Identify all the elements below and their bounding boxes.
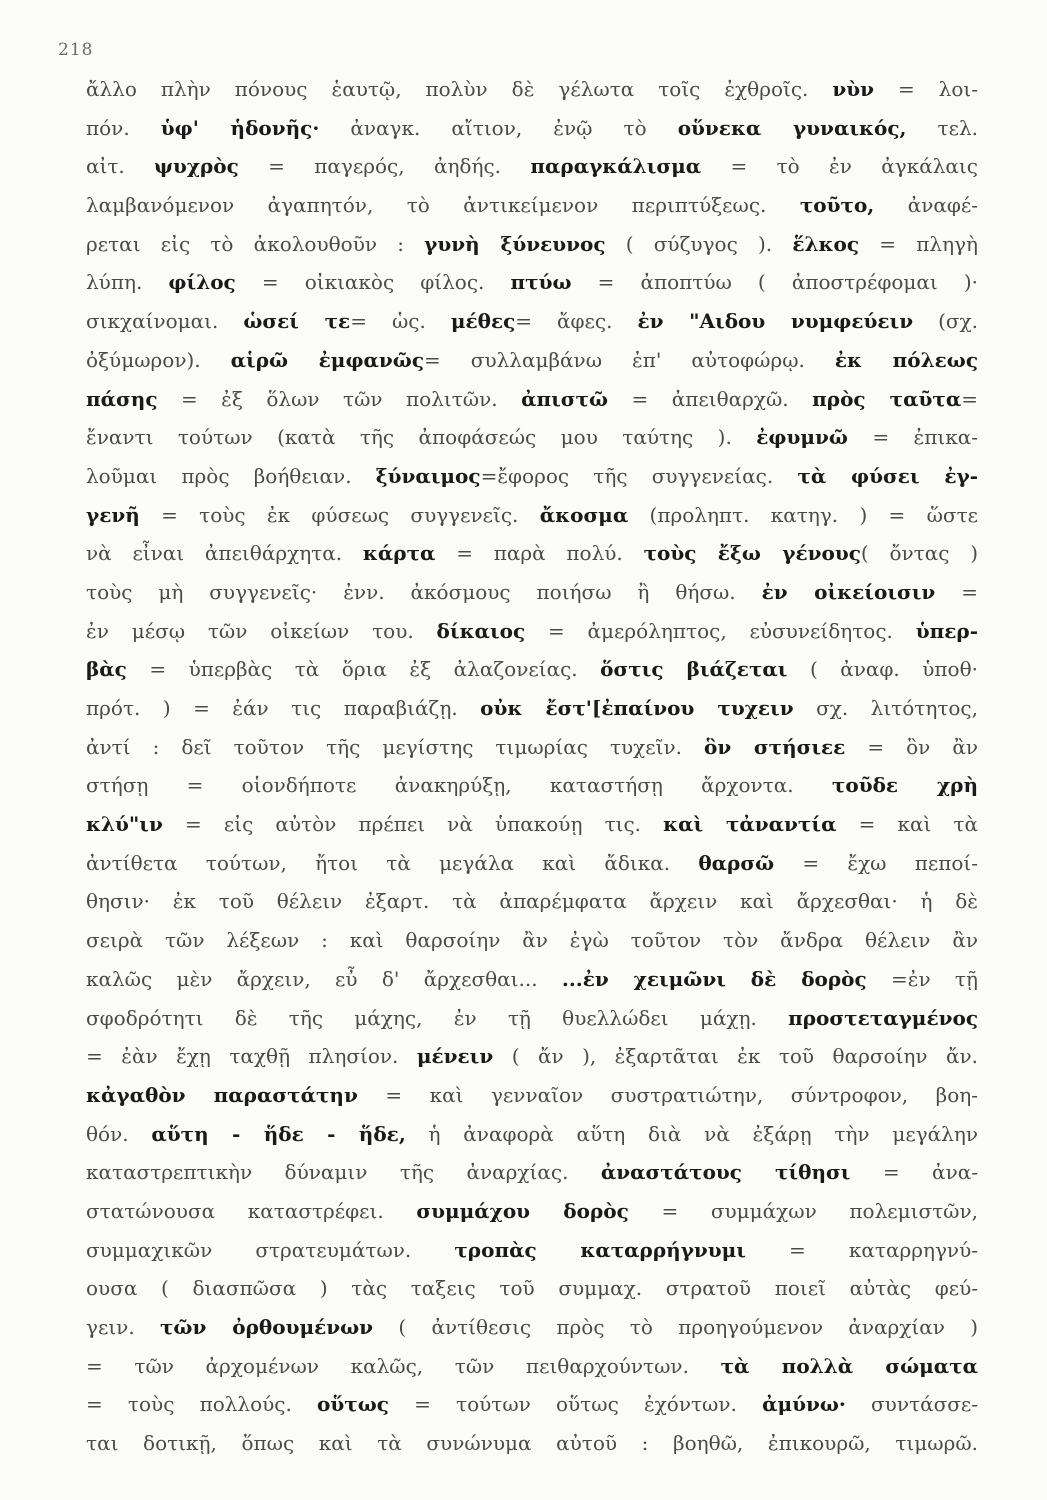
text-line — [86, 999, 978, 1038]
headword: ξύναιμος — [375, 463, 481, 488]
page-number: 218 — [58, 40, 94, 60]
headword: ἐν οἰκείοισιν — [761, 579, 936, 604]
gloss-text: = ἀπειθαρχῶ. — [608, 386, 813, 411]
gloss-text: = τοὺς ἐκ φύσεως συγγενεῖς. — [139, 502, 540, 527]
gloss-text: = ἀνα- — [850, 1160, 978, 1185]
gloss-text: (προληπτ. κατηγ. ) = ὥστε — [628, 502, 978, 527]
gloss-text: = ὃν ἂν — [845, 734, 979, 759]
text-line — [86, 689, 978, 728]
headword: θαρσῶ — [698, 850, 775, 875]
gloss-text: ἐν μέσῳ τῶν οἰκείων του. — [86, 618, 437, 643]
gloss-text: = καταρρηγνύ- — [745, 1237, 978, 1262]
gloss-text: ἀναφέ- — [874, 193, 978, 218]
text-line — [86, 1076, 978, 1115]
gloss-text: λοῦμαι πρὸς βοήθειαν. — [86, 463, 376, 488]
headword: οὕνεκα γυναικός, — [677, 115, 907, 140]
gloss-text: λαμβανόμενον ἀγαπητόν, τὸ ἀντικείμενον περιπτύξεως. — [86, 193, 800, 218]
headword: ὑφ' ἡδονῆς· — [160, 115, 320, 140]
headword: τὰ πολλὰ σώματα — [720, 1353, 978, 1378]
gloss-text: = παγερός, ἀηδής. — [238, 154, 531, 179]
gloss-text: = συμμάχων πολεμιστῶν, — [628, 1198, 979, 1223]
headword: κάρτα — [362, 541, 436, 566]
headword: ὑπερ- — [915, 618, 978, 643]
gloss-text: = — [935, 579, 978, 604]
text-line — [86, 1269, 978, 1308]
text-line — [86, 109, 978, 148]
headword: τροπὰς καταρρήγνυμι — [454, 1237, 746, 1262]
headword: πάσης — [86, 386, 158, 411]
gloss-text: συμμαχικῶν στρατευμάτων. — [86, 1237, 455, 1262]
headword: δίκαιος — [436, 618, 526, 643]
text-line — [86, 534, 978, 573]
gloss-text: ἡ ἀναφορὰ αὕτη διὰ νὰ ἐξάρῃ τὴν μεγάλην — [405, 1121, 978, 1146]
gloss-text: γειν. — [86, 1315, 160, 1339]
gloss-text: = οἰκιακὸς φίλος. — [235, 270, 511, 295]
gloss-text: καταστρεπτικὴν δύναμιν τῆς ἀναρχίας. — [86, 1160, 601, 1185]
text-line — [86, 380, 978, 419]
gloss-text: θησιν· ἐκ τοῦ θέλειν ἐξαρτ. τὰ ἀπαρέμφατα ἄρχειν καὶ ἄρχεσθαι· ἡ δὲ — [86, 889, 978, 914]
text-line — [86, 457, 978, 496]
text-line — [86, 1153, 978, 1192]
headword: γυνὴ ξύνευνος — [424, 231, 606, 256]
text-line — [86, 341, 978, 380]
headword: νὺν — [832, 77, 875, 101]
gloss-text: πρότ. ) = ἐάν τις παραβιάζῃ. — [86, 696, 481, 720]
gloss-text: θόν. — [86, 1121, 152, 1146]
headword: αἱρῶ ἐμφανῶς — [230, 347, 425, 372]
gloss-text: = τῶν ἀρχομένων καλῶς, τῶν πειθαρχούντων. — [86, 1353, 721, 1378]
text-line — [86, 650, 978, 689]
headword: μένειν — [416, 1044, 494, 1069]
gloss-text: ( σύζυγος ). — [605, 231, 793, 256]
gloss-text: ἄλλο πλὴν πόνους ἑαυτῷ, πολὺν δὲ γέλωτα τοῖς ἐχθροῖς. — [86, 77, 833, 101]
gloss-text: =ἐν τῇ — [866, 966, 978, 991]
gloss-text: = παρὰ πολύ. — [435, 541, 644, 566]
gloss-text: = ἀμερόληπτος, εὐσυνείδητος. — [525, 618, 916, 643]
text-line — [86, 70, 978, 109]
text-line — [86, 1308, 978, 1347]
gloss-text: (σχ. — [913, 309, 979, 334]
gloss-text: = καὶ γενναῖον συστρατιώτην, σύντροφον, βοη- — [357, 1082, 979, 1107]
headword: κἀγαθὸν παραστάτην — [86, 1082, 358, 1107]
headword: ἀπιστῶ — [521, 386, 609, 411]
gloss-text: λύπη. — [86, 270, 169, 295]
gloss-text: = καὶ τὰ — [836, 812, 979, 837]
text-line — [86, 418, 978, 457]
gloss-text: ρεται εἰς τὸ ἀκολουθοῦν : — [86, 231, 425, 256]
headword: προστεταγμένος — [788, 1005, 978, 1030]
text-line — [86, 882, 978, 921]
gloss-text: ( ἄν ), ἐξαρτᾶται ἐκ τοῦ θαρσοίην ἄν. — [493, 1044, 979, 1069]
headword: ἐφυμνῶ — [756, 425, 848, 450]
gloss-text: = ὡς. — [350, 309, 451, 334]
gloss-text: = τοὺς πολλούς. — [86, 1392, 318, 1417]
gloss-text: = ἄφες. — [515, 309, 638, 334]
text-line — [86, 921, 978, 960]
headword: γενῆ — [86, 502, 140, 527]
text-line — [86, 263, 978, 302]
gloss-text: συντάσσε- — [845, 1392, 978, 1417]
headword: κλύ"ιν — [86, 812, 163, 837]
headword: οὐκ ἔστ'[ἐπαίνου τυχειν — [480, 696, 794, 720]
headword: τὰ φύσει ἐγ- — [797, 463, 978, 488]
gloss-text: σχ. λιτότητος, — [793, 696, 978, 720]
gloss-text: ( ἀναφ. ὑποθ· — [787, 657, 978, 682]
gloss-text: = εἰς αὐτὸν πρέπει νὰ ὑπακούῃ τις. — [162, 812, 664, 837]
headword: ἐκ πόλεως — [834, 347, 979, 372]
text-line — [86, 612, 978, 651]
gloss-text: ἀναγκ. αἴτιον, ἐνῷ τὸ — [319, 115, 678, 140]
text-line — [86, 960, 978, 999]
gloss-text: =ἔφορος τῆς συγγενείας. — [480, 463, 798, 488]
headword: πρὸς ταῦτα — [812, 386, 962, 411]
gloss-text: ἀντίθετα τούτων, ἤτοι τὰ μεγάλα καὶ ἄδικα. — [86, 850, 699, 875]
headword: τοὺς ἔξω γένους — [643, 541, 861, 566]
headword: παραγκάλισμα — [530, 154, 702, 179]
gloss-text: ὀξύμωρον). — [86, 347, 231, 372]
text-line — [86, 225, 978, 264]
headword: ὃν στήσιεε — [704, 734, 846, 759]
gloss-text: = — [961, 386, 978, 411]
headword: ψυχρὸς — [154, 154, 239, 179]
text-line — [86, 805, 978, 844]
gloss-text: ται δοτικῇ, ὅπως καὶ τὰ συνώνυμα αὐτοῦ : βοηθῶ, ἐπικουρῶ, τιμωρῶ. — [86, 1431, 978, 1456]
headword: συμμάχου δορὸς — [416, 1198, 629, 1223]
headword: ἀμύνω· — [762, 1392, 846, 1417]
gloss-text: ουσα ( διασπῶσα ) τὰς ταξεις τοῦ συμμαχ. στρατοῦ ποιεῖ αὐτὰς φεύ- — [86, 1276, 978, 1301]
headword: οὕτως — [317, 1392, 389, 1417]
text-body — [86, 70, 978, 1463]
gloss-text: ( ἀντίθεσις πρὸς τὸ προηγούμενον ἀναρχίαν ) — [373, 1315, 978, 1339]
gloss-text: σειρὰ τῶν λέξεων : καὶ θαρσοίην ἂν ἐγὼ τοῦτον τὸν ἄνδρα θέλειν ἂν — [86, 928, 978, 953]
gloss-text: = ἐπικα- — [847, 425, 978, 450]
text-line — [86, 728, 978, 767]
text-line — [86, 1424, 978, 1463]
gloss-text: στατώνουσα καταστρέφει. — [86, 1198, 417, 1223]
gloss-text: = συλλαμβάνω ἐπ' αὐτοφώρῳ. — [424, 347, 835, 372]
text-line — [86, 1347, 978, 1386]
headword: φίλος — [168, 270, 236, 295]
headword: βὰς — [86, 657, 127, 682]
gloss-text: τελ. — [906, 115, 978, 140]
gloss-text: = ἔχω πεποί- — [774, 850, 978, 875]
gloss-text: καλῶς μὲν ἄρχειν, εὖ δ' ἄρχεσθαι... — [86, 966, 562, 991]
headword: ἕλκος — [792, 231, 860, 256]
text-line — [86, 496, 978, 535]
headword: τοῦτο, — [799, 193, 875, 218]
text-line — [86, 1192, 978, 1231]
headword: ὡσεί τε — [243, 309, 351, 334]
headword: ...ἐν χειμῶνι δὲ δορὸς — [561, 966, 867, 991]
gloss-text: = τὸ ἐν ἀγκάλαις — [701, 154, 978, 179]
headword: ἀναστάτους τίθησι — [600, 1160, 851, 1185]
headword: αὕτη - ἥδε - ἥδε, — [151, 1121, 406, 1146]
text-line — [86, 1385, 978, 1424]
gloss-text: = ἐξ ὅλων τῶν πολιτῶν. — [157, 386, 522, 411]
gloss-text: νὰ εἶναι ἀπειθάρχητα. — [86, 541, 363, 566]
text-line — [86, 1231, 978, 1270]
gloss-text: στήσῃ = οἱονδήποτε ἀνακηρύξῃ, καταστήσῃ ἄρχοντα. — [86, 773, 832, 798]
headword: ἄκοσμα — [539, 502, 629, 527]
gloss-text: = λοι- — [874, 77, 978, 101]
gloss-text: = ἀποπτύω ( ἀποστρέφομαι )· — [571, 270, 979, 295]
gloss-text: ἀντί : δεῖ τοῦτον τῆς μεγίστης τιμωρίας τυχεῖν. — [86, 734, 705, 759]
text-line — [86, 302, 978, 341]
headword: καὶ τἀναντία — [663, 812, 837, 837]
text-line — [86, 147, 978, 186]
gloss-text: ἔναντι τούτων (κατὰ τῆς ἀποφάσεώς μου ταύτης ). — [86, 425, 757, 450]
headword: πτύω — [510, 270, 572, 295]
gloss-text: = ἐὰν ἔχῃ ταχθῇ πλησίον. — [86, 1044, 417, 1069]
gloss-text: σφοδρότητι δὲ τῆς μάχης, ἐν τῇ θυελλώδει μάχῃ. — [86, 1005, 789, 1030]
gloss-text: τοὺς μὴ συγγενεῖς· ἐνν. ἀκόσμους ποιήσω ἢ θήσω. — [86, 579, 762, 604]
text-line — [86, 844, 978, 883]
gloss-text: αἰτ. — [86, 154, 155, 179]
text-line — [86, 766, 978, 805]
text-line — [86, 186, 978, 225]
text-line — [86, 573, 978, 612]
gloss-text: σικχαίνομαι. — [86, 309, 244, 334]
gloss-text: = πληγὴ — [859, 231, 978, 256]
text-line — [86, 1115, 978, 1154]
gloss-text: = ὑπερβὰς τὰ ὅρια ἐξ ἀλαζονείας. — [126, 657, 601, 682]
gloss-text: = τούτων οὕτως ἐχόντων. — [388, 1392, 763, 1417]
headword: τῶν ὀρθουμένων — [159, 1315, 374, 1339]
text-line — [86, 1037, 978, 1076]
gloss-text: πόν. — [86, 115, 161, 140]
headword: ὅστις βιάζεται — [600, 657, 788, 682]
headword: μέθες — [450, 309, 516, 334]
headword: ἐν "Αιδου νυμφεύειν — [637, 309, 914, 334]
headword: τοῦδε χρὴ — [831, 773, 978, 798]
gloss-text: ( ὄντας ) — [860, 541, 978, 566]
